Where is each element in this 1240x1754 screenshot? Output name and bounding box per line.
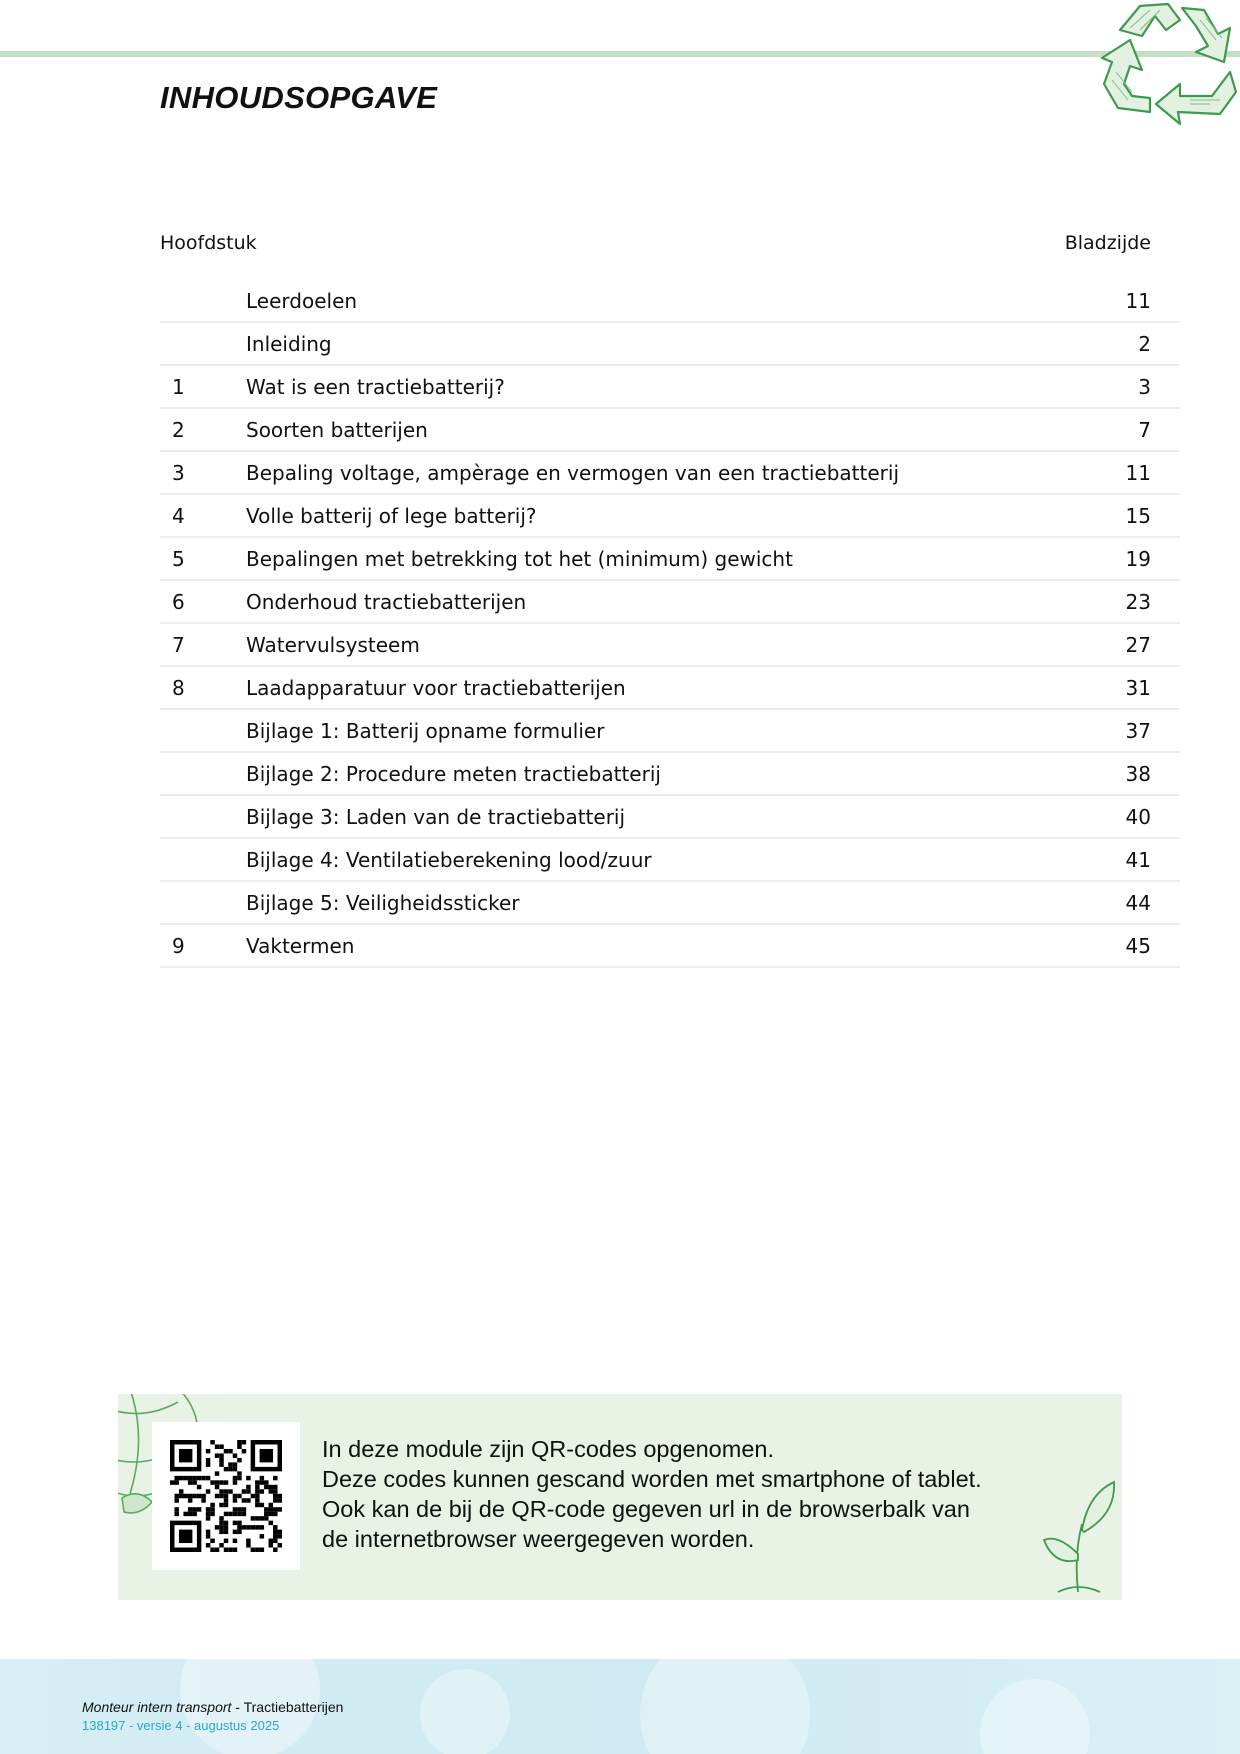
toc-chapter-title: Laadapparatuur voor tractiebatterijen (246, 676, 626, 700)
table-of-contents (160, 280, 1180, 968)
toc-row (160, 753, 1180, 796)
toc-chapter-number: 5 (172, 547, 185, 571)
toc-chapter-title: Onderhoud tractiebatterijen (246, 590, 527, 614)
toc-chapter-number: 1 (172, 375, 185, 399)
qr-code (170, 1440, 282, 1552)
toc-row (160, 452, 1180, 495)
toc-row (160, 538, 1180, 581)
toc-chapter-title: Vaktermen (246, 934, 355, 958)
column-header-chapter: Hoofdstuk (160, 232, 257, 254)
toc-chapter-title: Bijlage 1: Batterij opname formulier (246, 719, 605, 743)
toc-page-number: 7 (1138, 418, 1151, 442)
toc-chapter-title: Bepaling voltage, ampèrage en vermogen van een tractiebatterij (246, 461, 899, 485)
toc-page-number: 15 (1125, 504, 1151, 528)
toc-chapter-number: 8 (172, 676, 185, 700)
toc-row (160, 323, 1180, 366)
toc-page-number: 27 (1125, 633, 1151, 657)
toc-chapter-number: 9 (172, 934, 185, 958)
decorative-bubble (980, 1679, 1090, 1754)
toc-page-number: 11 (1125, 461, 1151, 485)
toc-chapter-title: Bepalingen met betrekking tot het (minimum) gewicht (246, 547, 793, 571)
toc-row (160, 624, 1180, 667)
qr-info-line: Ook kan de bij de QR-code gegeven url in de browserbalk van (322, 1496, 970, 1522)
toc-chapter-title: Watervulsysteem (246, 633, 420, 657)
footer-series: Monteur intern transport (82, 1699, 232, 1715)
footer-band (0, 1659, 1240, 1754)
toc-page-number: 23 (1125, 590, 1151, 614)
qr-info-line: In deze module zijn QR-codes opgenomen. (322, 1436, 774, 1462)
toc-row (160, 796, 1180, 839)
toc-page-number: 3 (1138, 375, 1151, 399)
footer-subject: Tractiebatterijen (243, 1699, 344, 1715)
toc-header (160, 232, 1151, 258)
page-title: INHOUDSOPGAVE (160, 80, 438, 115)
toc-page-number: 37 (1125, 719, 1151, 743)
qr-info-line: Deze codes kunnen gescand worden met smartphone of tablet. (322, 1466, 982, 1492)
toc-page-number: 41 (1125, 848, 1151, 872)
toc-chapter-title: Wat is een tractiebatterij? (246, 375, 505, 399)
toc-row (160, 581, 1180, 624)
qr-code-card (152, 1422, 300, 1570)
recycle-icon (1100, 0, 1240, 150)
toc-chapter-title: Inleiding (246, 332, 332, 356)
toc-row (160, 366, 1180, 409)
column-header-page: Bladzijde (1064, 232, 1151, 254)
toc-row (160, 710, 1180, 753)
toc-page-number: 2 (1138, 332, 1151, 356)
toc-chapter-number: 4 (172, 504, 185, 528)
toc-chapter-number: 7 (172, 633, 185, 657)
toc-chapter-title: Soorten batterijen (246, 418, 428, 442)
toc-row (160, 280, 1180, 323)
toc-chapter-number: 6 (172, 590, 185, 614)
footer-title (82, 1699, 343, 1715)
toc-row (160, 882, 1180, 925)
toc-row (160, 925, 1180, 968)
toc-chapter-number: 3 (172, 461, 185, 485)
decorative-bubble (420, 1669, 510, 1754)
footer-code: 138197 - versie 4 - augustus 2025 (82, 1718, 280, 1733)
toc-page-number: 40 (1125, 805, 1151, 829)
qr-info-box (118, 1394, 1122, 1600)
qr-info-text (322, 1434, 1102, 1554)
toc-page-number: 19 (1125, 547, 1151, 571)
toc-page-number: 38 (1125, 762, 1151, 786)
header-rule (0, 51, 1240, 57)
toc-page-number: 45 (1125, 934, 1151, 958)
toc-chapter-title: Bijlage 2: Procedure meten tractiebatterij (246, 762, 661, 786)
toc-chapter-title: Bijlage 4: Ventilatieberekening lood/zuur (246, 848, 652, 872)
toc-chapter-number: 2 (172, 418, 185, 442)
decorative-bubble (640, 1659, 810, 1754)
toc-chapter-title: Volle batterij of lege batterij? (246, 504, 537, 528)
toc-page-number: 11 (1125, 289, 1151, 313)
toc-row (160, 667, 1180, 710)
toc-page-number: 31 (1125, 676, 1151, 700)
toc-chapter-title: Bijlage 3: Laden van de tractiebatterij (246, 805, 626, 829)
toc-chapter-title: Bijlage 5: Veiligheidssticker (246, 891, 520, 915)
toc-row (160, 839, 1180, 882)
toc-row (160, 495, 1180, 538)
qr-info-line: de internetbrowser weergegeven worden. (322, 1526, 755, 1552)
toc-chapter-title: Leerdoelen (246, 289, 358, 313)
toc-page-number: 44 (1125, 891, 1151, 915)
footer-separator: - (231, 1699, 244, 1715)
toc-row (160, 409, 1180, 452)
